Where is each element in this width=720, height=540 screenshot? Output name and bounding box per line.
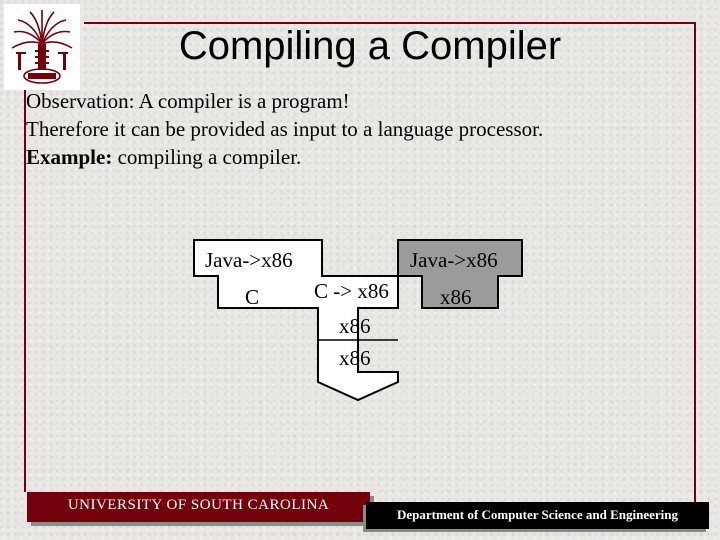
middle-t-translation-label: C -> x86 (314, 279, 389, 303)
therefore-line: Therefore it can be provided as input to a language processor. (26, 117, 544, 141)
example-text: compiling a compiler. (112, 145, 302, 169)
department-banner (366, 502, 709, 529)
machine-label: x86 (339, 346, 371, 370)
slide-title: Compiling a Compiler (178, 24, 562, 68)
left-t-source-label: Java->x86 (205, 248, 293, 272)
university-name: UNIVERSITY OF SOUTH CAROLINA (67, 497, 330, 513)
observation-line: Observation: A compiler is a program! (26, 89, 350, 113)
example-label: Example: (26, 145, 113, 169)
right-t-impl-label: x86 (440, 285, 472, 309)
right-t-source-label: Java->x86 (410, 248, 498, 272)
department-name: Department of Computer Science and Engineering (396, 507, 679, 522)
middle-t-impl-label: x86 (339, 314, 371, 338)
university-banner (27, 492, 370, 522)
left-t-impl-label: C (245, 285, 260, 309)
